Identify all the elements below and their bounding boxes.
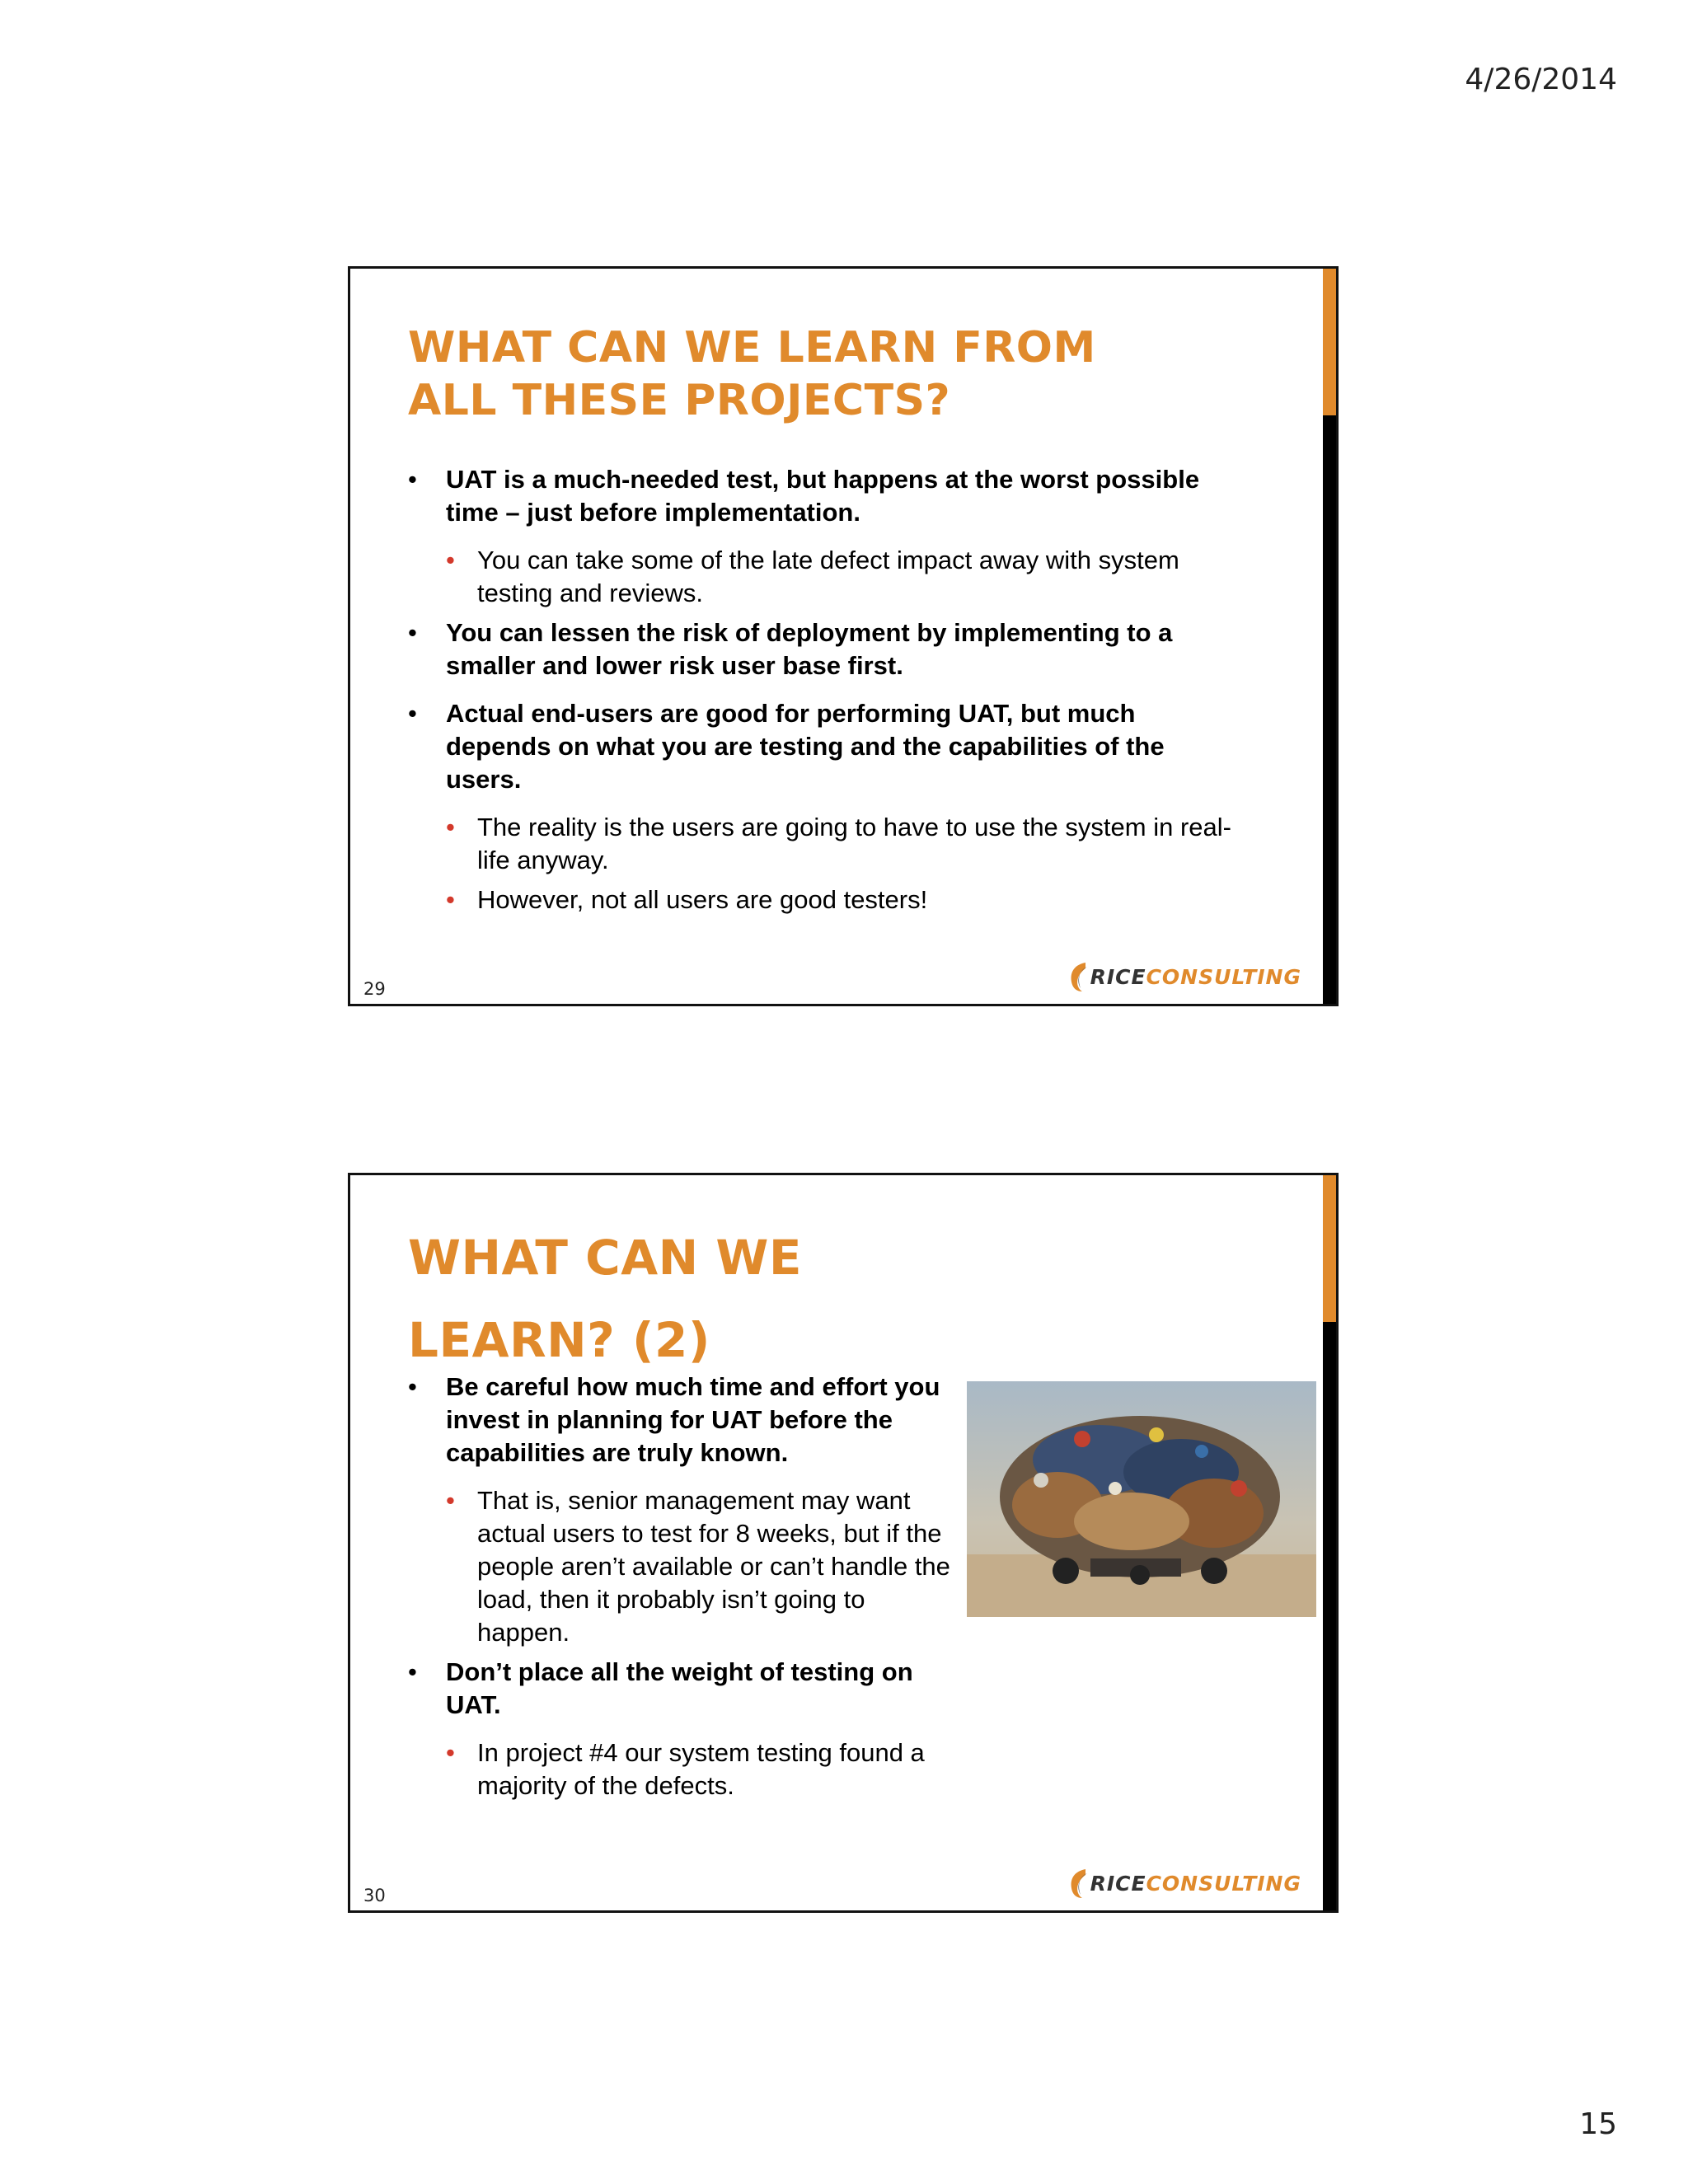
- logo-text-consulting: CONSULTING: [1146, 964, 1301, 989]
- page-number: 15: [1579, 2107, 1617, 2141]
- bullet-item: • Be careful how much time and effort you invest in planning for UAT before the capabilities are truly known.: [408, 1371, 952, 1469]
- bullet-item: • UAT is a much-needed test, but happens at the worst possible time – just before implementation.: [408, 463, 1240, 529]
- slide-side-bar-accent: [1323, 1175, 1336, 1322]
- logo-text: [1090, 1872, 1301, 1896]
- bullet-list: [408, 1371, 952, 1809]
- slide-side-bar-accent: [1323, 269, 1336, 415]
- page-date: 4/26/2014: [1465, 63, 1617, 96]
- logo-text-consulting: CONSULTING: [1146, 1871, 1301, 1896]
- rice-consulting-logo: [1067, 958, 1301, 996]
- slide-side-bar: [1323, 1175, 1336, 1910]
- sub-bullet-item: • However, not all users are good testers!: [408, 883, 1240, 916]
- overloaded-truck-photo: [967, 1381, 1316, 1617]
- swoosh-logo-icon: [1067, 960, 1089, 993]
- logo-text-rice: RICE: [1090, 964, 1146, 989]
- slide-title-line: WHAT CAN WE: [408, 1230, 802, 1286]
- slide-number: 30: [363, 1886, 386, 1905]
- sub-bullet-item: • The reality is the users are going to have to use the system in real-life anyway.: [408, 811, 1240, 877]
- sub-bullet-item: • You can take some of the late defect impact away with system testing and reviews.: [408, 544, 1240, 610]
- logo-text-rice: RICE: [1090, 1871, 1146, 1896]
- swoosh-logo-icon: [1067, 1867, 1089, 1900]
- bullet-item: • Don’t place all the weight of testing on UAT.: [408, 1656, 952, 1722]
- bullet-item: • You can lessen the risk of deployment by implementing to a smaller and lower risk user base first.: [408, 616, 1240, 682]
- slide-title: [408, 321, 1150, 427]
- bullet-list: [408, 463, 1240, 923]
- slide-29: [348, 266, 1339, 1006]
- slide-title-line: LEARN? (2): [408, 1312, 710, 1368]
- slide-30: [348, 1173, 1339, 1913]
- slide-side-bar: [1323, 269, 1336, 1004]
- bullet-item: • Actual end-users are good for performing UAT, but much depends on what you are testing and the capabilities of the users.: [408, 697, 1240, 796]
- slide-title: [408, 1216, 903, 1381]
- sub-bullet-item: • In project #4 our system testing found a majority of the defects.: [408, 1736, 952, 1802]
- slide-title-line: WHAT CAN WE LEARN FROM: [408, 323, 1096, 373]
- slide-number: 29: [363, 979, 386, 999]
- logo-text: [1090, 965, 1301, 989]
- slide-title-line: ALL THESE PROJECTS?: [408, 376, 951, 425]
- rice-consulting-logo: [1067, 1864, 1301, 1902]
- sub-bullet-item: • That is, senior management may want actual users to test for 8 weeks, but if the people aren’t available or can’t handle the load, then it probably isn’t going to happen.: [408, 1484, 952, 1649]
